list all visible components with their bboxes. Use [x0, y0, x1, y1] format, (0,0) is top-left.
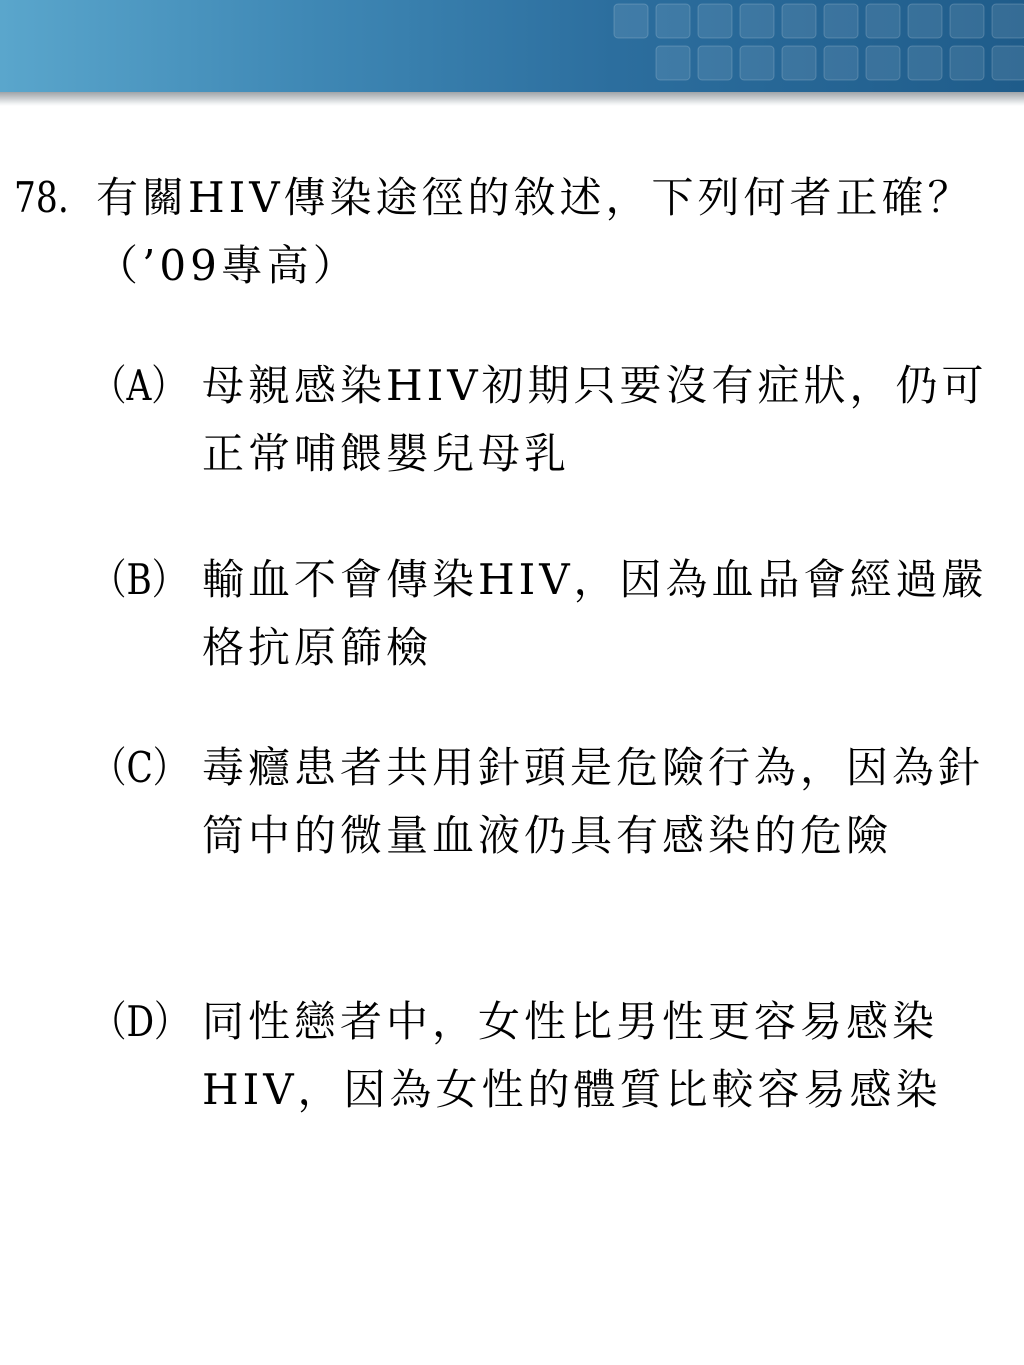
option-d-label: （D） [92, 997, 189, 1046]
option-a-label: （A） [92, 361, 186, 410]
question-number: 78. [14, 173, 69, 222]
question-text: 有關HIV傳染途徑的敘述，下列何者正確？（’09專高） [96, 173, 974, 290]
option-b-label: （B） [92, 555, 187, 604]
option-b-text: 輸血不會傳染HIV，因為血品會經過嚴格抗原篩檢 [202, 555, 988, 672]
option-a-text: 母親感染HIV初期只要沒有症狀，仍可正常哺餵嬰兒母乳 [202, 361, 988, 478]
option-c-text: 毒癮患者共用針頭是危險行為，因為針筒中的微量血液仍具有感染的危險 [202, 743, 985, 860]
option-d-text: 同性戀者中，女性比男性更容易感染HIV，因為女性的體質比較容易感染 [202, 997, 942, 1114]
option-c-label: （C） [92, 743, 188, 792]
